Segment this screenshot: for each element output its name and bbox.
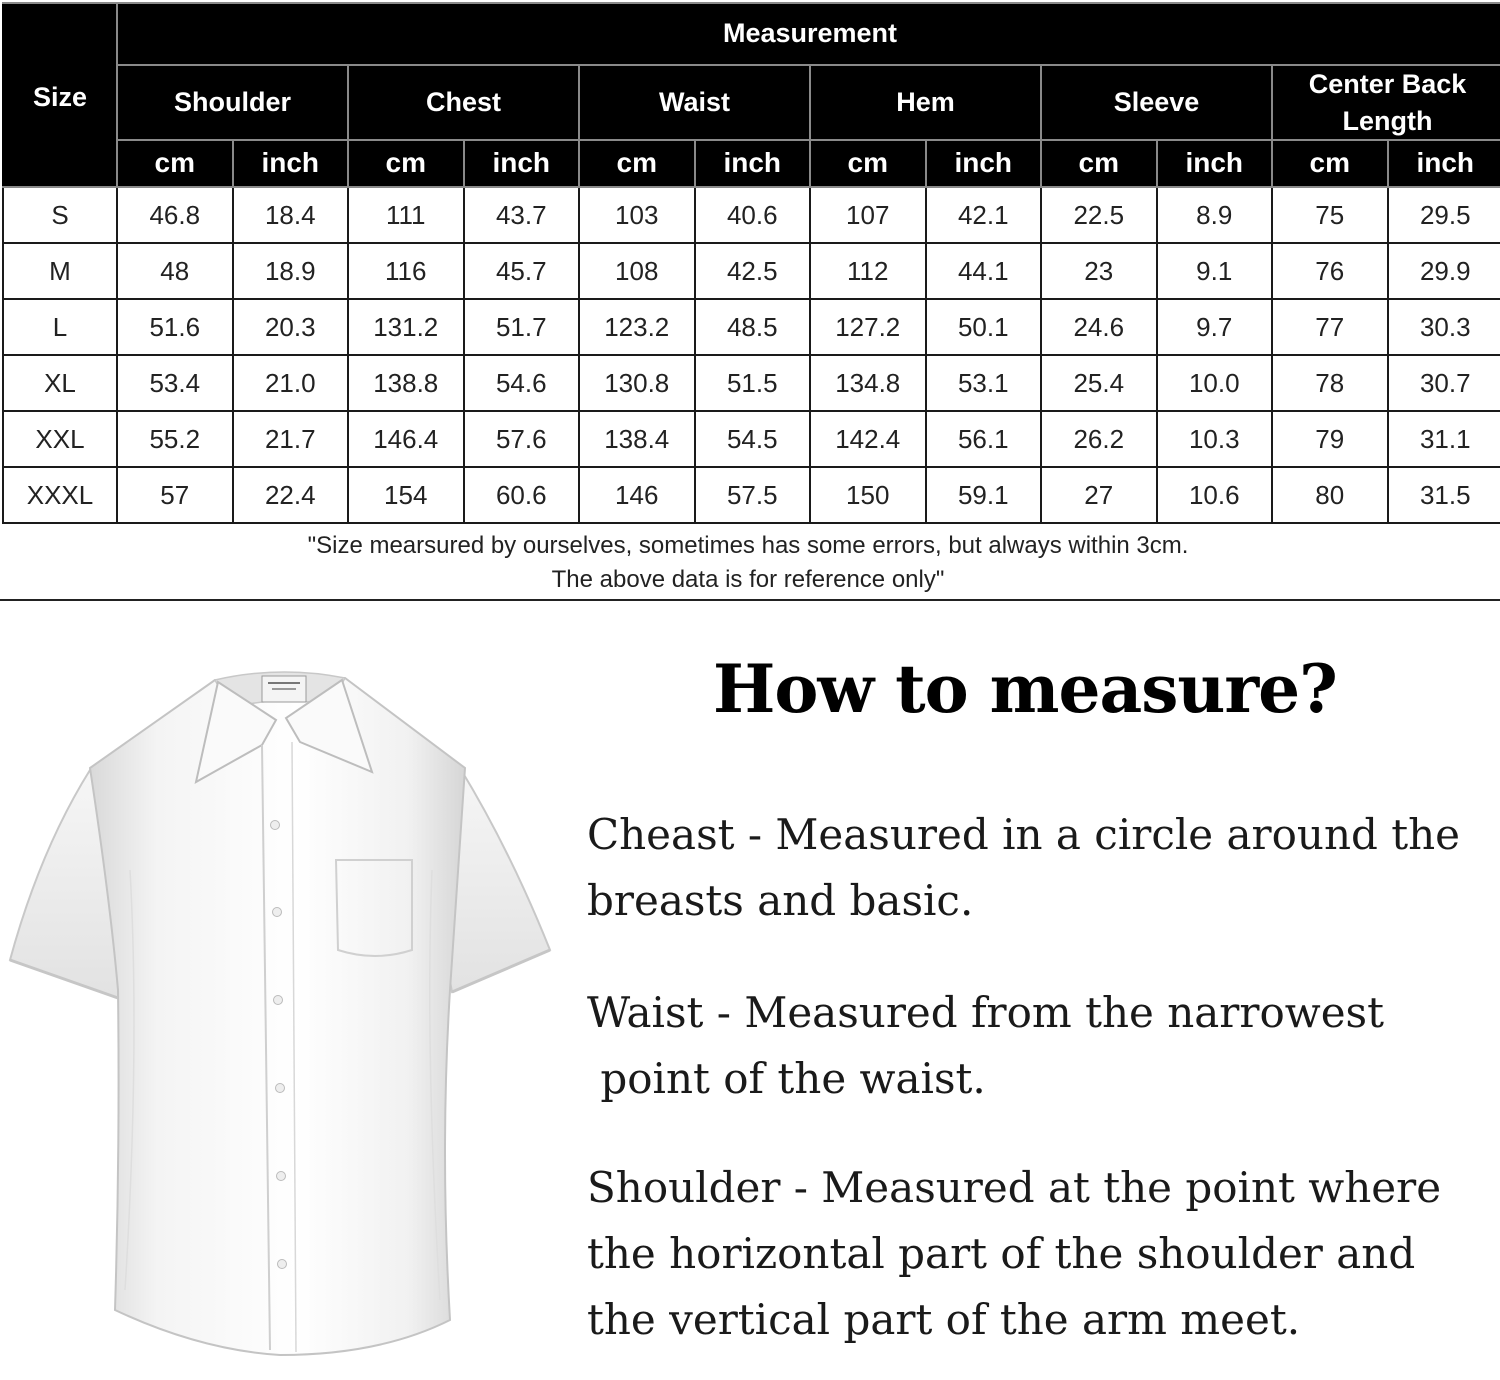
table-cell: 57.5 xyxy=(695,467,811,523)
table-cell: 21.0 xyxy=(233,355,349,411)
table-cell: 138.8 xyxy=(348,355,464,411)
table-cell: 51.5 xyxy=(695,355,811,411)
table-cell: 79 xyxy=(1272,411,1388,467)
table-cell: 60.6 xyxy=(464,467,580,523)
table-cell: 59.1 xyxy=(926,467,1042,523)
unit-header-row xyxy=(3,140,1500,187)
table-cell: 77 xyxy=(1272,299,1388,355)
size-cell: XXL xyxy=(3,411,117,467)
table-cell: 48.5 xyxy=(695,299,811,355)
column-header-center-back-length: Center Back Length xyxy=(1272,65,1500,140)
chest-instruction: Cheast - Measured in a circle around the breasts and basic. xyxy=(587,802,1500,934)
table-cell: 31.1 xyxy=(1388,411,1500,467)
table-row xyxy=(3,299,1500,355)
table-cell: 29.5 xyxy=(1388,187,1500,243)
disclaimer-line: The above data is for reference only" xyxy=(0,563,1500,597)
table-cell: 108 xyxy=(579,243,695,299)
table-cell: 56.1 xyxy=(926,411,1042,467)
table-cell: 8.9 xyxy=(1157,187,1273,243)
table-cell: 78 xyxy=(1272,355,1388,411)
table-cell: 22.4 xyxy=(233,467,349,523)
table-row xyxy=(3,243,1500,299)
table-cell: 127.2 xyxy=(810,299,926,355)
white-shirt-icon xyxy=(0,650,565,1375)
column-header-waist: Waist xyxy=(579,65,810,140)
table-cell: 27 xyxy=(1041,467,1157,523)
table-cell: 51.7 xyxy=(464,299,580,355)
table-cell: 134.8 xyxy=(810,355,926,411)
table-cell: 9.1 xyxy=(1157,243,1273,299)
table-cell: 48 xyxy=(117,243,233,299)
table-cell: 25.4 xyxy=(1041,355,1157,411)
table-cell: 55.2 xyxy=(117,411,233,467)
table-cell: 22.5 xyxy=(1041,187,1157,243)
table-cell: 10.6 xyxy=(1157,467,1273,523)
table-cell: 31.5 xyxy=(1388,467,1500,523)
table-cell: 18.4 xyxy=(233,187,349,243)
table-cell: 42.1 xyxy=(926,187,1042,243)
table-cell: 154 xyxy=(348,467,464,523)
table-cell: 51.6 xyxy=(117,299,233,355)
how-to-measure-title: How to measure? xyxy=(713,650,1337,728)
table-cell: 146 xyxy=(579,467,695,523)
table-cell: 44.1 xyxy=(926,243,1042,299)
table-cell: 150 xyxy=(810,467,926,523)
table-cell: 24.6 xyxy=(1041,299,1157,355)
shirt-illustration xyxy=(0,650,565,1375)
unit-header: inch xyxy=(926,140,1042,187)
table-cell: 20.3 xyxy=(233,299,349,355)
table-cell: 10.0 xyxy=(1157,355,1273,411)
table-cell: 80 xyxy=(1272,467,1388,523)
size-cell: L xyxy=(3,299,117,355)
unit-header: inch xyxy=(1388,140,1500,187)
table-cell: 142.4 xyxy=(810,411,926,467)
waist-instruction: Waist - Measured from the narrowest point of the waist. xyxy=(587,980,1500,1112)
unit-header: cm xyxy=(117,140,233,187)
size-header: Size xyxy=(3,3,117,187)
table-cell: 53.1 xyxy=(926,355,1042,411)
table-cell: 50.1 xyxy=(926,299,1042,355)
unit-header: inch xyxy=(464,140,580,187)
column-header-sleeve: Sleeve xyxy=(1041,65,1272,140)
measurement-header: Measurement xyxy=(117,3,1500,65)
size-cell: M xyxy=(3,243,117,299)
measurement-disclaimer xyxy=(0,529,1500,601)
table-cell: 9.7 xyxy=(1157,299,1273,355)
unit-header: cm xyxy=(1272,140,1388,187)
column-header-shoulder: Shoulder xyxy=(117,65,348,140)
table-cell: 112 xyxy=(810,243,926,299)
unit-header: cm xyxy=(348,140,464,187)
table-cell: 76 xyxy=(1272,243,1388,299)
table-cell: 123.2 xyxy=(579,299,695,355)
unit-header: cm xyxy=(810,140,926,187)
table-cell: 29.9 xyxy=(1388,243,1500,299)
table-cell: 30.7 xyxy=(1388,355,1500,411)
table-row xyxy=(3,411,1500,467)
table-cell: 42.5 xyxy=(695,243,811,299)
table-cell: 138.4 xyxy=(579,411,695,467)
table-cell: 111 xyxy=(348,187,464,243)
table-cell: 131.2 xyxy=(348,299,464,355)
column-header-chest: Chest xyxy=(348,65,579,140)
size-chart-table xyxy=(2,2,1500,524)
table-cell: 46.8 xyxy=(117,187,233,243)
table-cell: 21.7 xyxy=(233,411,349,467)
table-cell: 10.3 xyxy=(1157,411,1273,467)
table-cell: 26.2 xyxy=(1041,411,1157,467)
table-cell: 116 xyxy=(348,243,464,299)
table-cell: 30.3 xyxy=(1388,299,1500,355)
table-row xyxy=(3,355,1500,411)
table-cell: 75 xyxy=(1272,187,1388,243)
size-cell: S xyxy=(3,187,117,243)
table-cell: 107 xyxy=(810,187,926,243)
table-cell: 146.4 xyxy=(348,411,464,467)
table-row xyxy=(3,187,1500,243)
table-cell: 43.7 xyxy=(464,187,580,243)
table-cell: 23 xyxy=(1041,243,1157,299)
table-cell: 54.6 xyxy=(464,355,580,411)
unit-header: inch xyxy=(695,140,811,187)
size-cell: XL xyxy=(3,355,117,411)
table-cell: 45.7 xyxy=(464,243,580,299)
disclaimer-line: "Size mearsured by ourselves, sometimes has some errors, but always within 3cm. xyxy=(0,529,1500,563)
table-cell: 57 xyxy=(117,467,233,523)
table-row xyxy=(3,467,1500,523)
unit-header: cm xyxy=(579,140,695,187)
unit-header: inch xyxy=(233,140,349,187)
size-cell: XXXL xyxy=(3,467,117,523)
table-cell: 40.6 xyxy=(695,187,811,243)
table-cell: 53.4 xyxy=(117,355,233,411)
table-cell: 103 xyxy=(579,187,695,243)
column-header-hem: Hem xyxy=(810,65,1041,140)
table-cell: 18.9 xyxy=(233,243,349,299)
shoulder-instruction: Shoulder - Measured at the point where the horizontal part of the shoulder and the vertical part of the arm meet. xyxy=(587,1155,1500,1353)
unit-header: cm xyxy=(1041,140,1157,187)
table-cell: 54.5 xyxy=(695,411,811,467)
table-cell: 130.8 xyxy=(579,355,695,411)
unit-header: inch xyxy=(1157,140,1273,187)
table-cell: 57.6 xyxy=(464,411,580,467)
